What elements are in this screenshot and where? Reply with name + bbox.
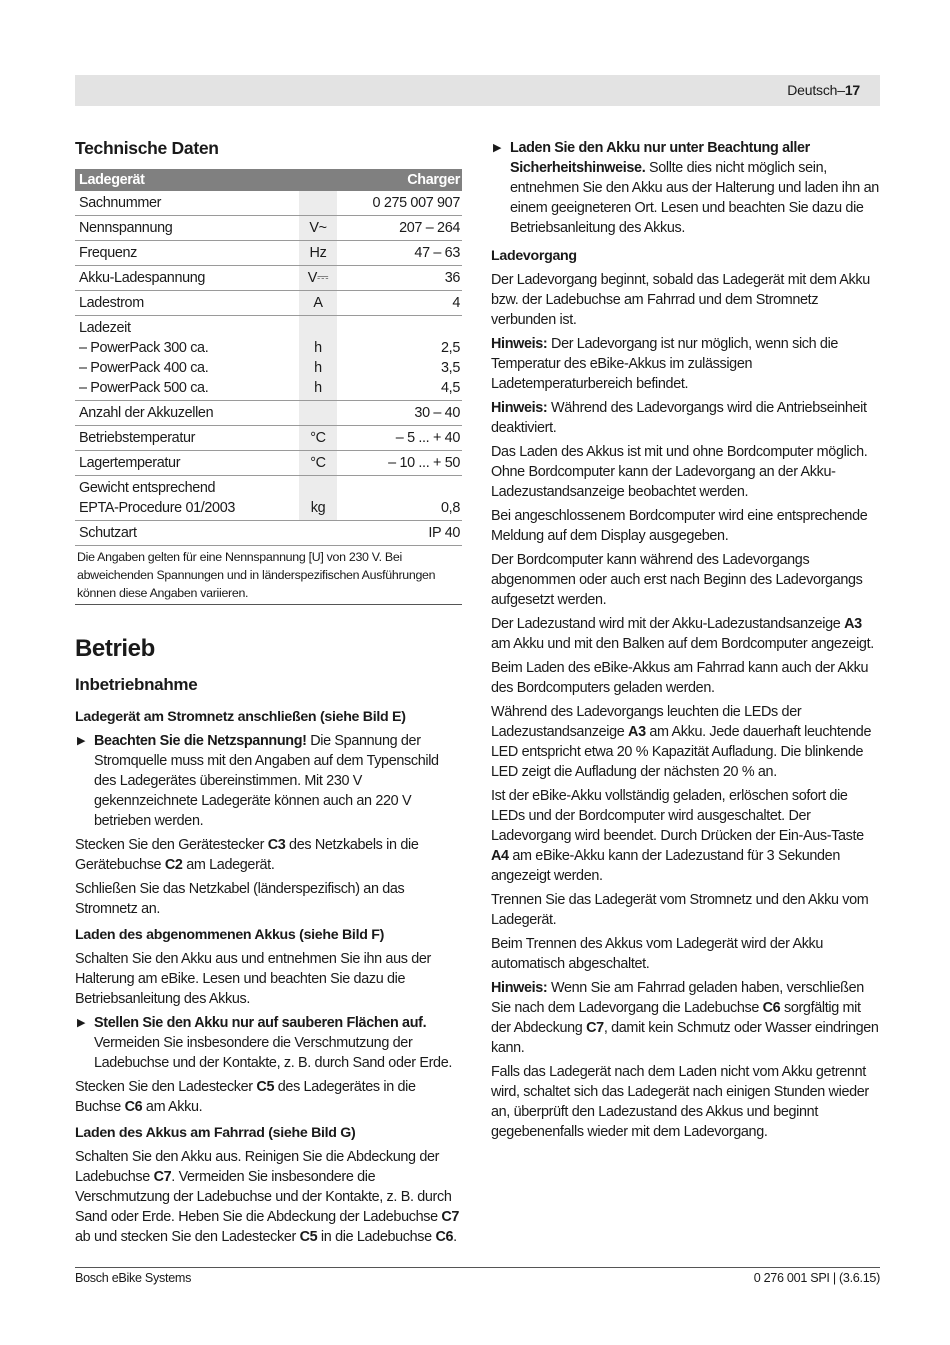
tech-data-heading: Technische Daten — [75, 138, 219, 158]
text: Wenn Sie am Fahrrad geladen haben, verschließen Sie nach dem Ladevorgang die Ladebuchse — [491, 980, 864, 1016]
table-row-charge-time — [75, 316, 462, 401]
row-label: Anzahl der Akkuzellen — [75, 401, 299, 426]
text: am Akku. Jede dauerhaft leuchtende LED entspricht etwa 20 % Kapazität Aufladung. Die blinkende LED zeigt die Aufladung der nächsten 20 % an. — [491, 724, 872, 780]
weight-label-line1: Gewicht entsprechend — [79, 480, 216, 496]
page-header — [75, 75, 880, 106]
row-unit — [299, 401, 337, 426]
text: in die Ladebuchse — [317, 1229, 436, 1245]
paragraph: Schließen Sie das Netzkabel (länderspezifisch) an das Stromnetz an. — [75, 881, 405, 917]
safety-bullet-charging — [491, 138, 880, 238]
ref-code: A3 — [628, 724, 646, 740]
weight-label-line2: EPTA-Procedure 01/2003 — [79, 500, 236, 516]
note-paragraph — [491, 978, 880, 1058]
charge-time-item-unit: h — [314, 380, 322, 396]
table-row — [75, 291, 462, 316]
charge-time-title: Ladezeit — [79, 320, 131, 336]
charge-time-item-label: – PowerPack 400 ca. — [79, 360, 209, 376]
text: . — [453, 1229, 457, 1245]
paragraph — [491, 786, 880, 886]
paragraph: Beim Trennen des Akkus vom Ladegerät wird der Akku automatisch abgeschaltet. — [491, 936, 824, 972]
weight-labels — [75, 476, 299, 521]
row-label: Frequenz — [75, 241, 299, 266]
row-label: Ladestrom — [75, 291, 299, 316]
row-value: 207 – 264 — [337, 216, 462, 241]
subheading-mains: Ladegerät am Stromnetz anschließen (siehe Bild E) — [75, 709, 406, 725]
row-unit — [299, 191, 337, 216]
charge-time-item-value: 3,5 — [441, 360, 460, 376]
charge-time-item-value: 4,5 — [441, 380, 460, 396]
betrieb-heading: Betrieb — [75, 635, 155, 662]
subheading-removed-battery: Laden des abgenommenen Akkus (siehe Bild F) — [75, 927, 385, 943]
row-unit: °C — [299, 451, 337, 476]
text: am eBike-Akku kann der Ladezustand für 3 Sekunden angezeigt werden. — [491, 848, 840, 884]
charge-time-units — [299, 316, 337, 401]
text: Stecken Sie den Gerätestecker — [75, 837, 268, 853]
ref-code: C7 — [586, 1020, 604, 1036]
row-value: 47 – 63 — [337, 241, 462, 266]
header-page-label — [787, 82, 860, 98]
paragraph: Schalten Sie den Akku aus und entnehmen Sie ihn aus der Halterung am eBike. Lesen und beachten Sie dazu die Betriebsanleitung des Akkus. — [75, 951, 431, 1007]
ref-code: C5 — [256, 1079, 275, 1095]
text: des Ladegerätes in die Buchse — [75, 1079, 416, 1115]
ref-code: C6 — [435, 1229, 454, 1245]
subheading-ladevorgang: Ladevorgang — [491, 248, 577, 264]
row-label: Lagertemperatur — [75, 451, 299, 476]
header-separator: – — [837, 82, 845, 98]
row-value: 0 275 007 907 — [337, 191, 462, 216]
bullet-text: Sollte dies nicht möglich sein, entnehmen Sie den Akku aus der Halterung und laden ihn an einem geeigneteren Ort. Lesen und beachten Sie dazu die Betriebsanleitung des Akkus. — [510, 160, 879, 236]
spec-header-unit — [299, 169, 337, 191]
triangle-bullet-icon: ▶ — [493, 142, 502, 154]
bullet-text: Die Spannung der Stromquelle muss mit den Angaben auf dem Typenschild des Ladegerätes übereinstimmen. Mit 230 V gekennzeichnete Ladegeräte können auch an 220 V betrieben werden. — [94, 733, 439, 829]
header-language: Deutsch — [787, 82, 838, 98]
triangle-bullet-icon: ▶ — [77, 1017, 86, 1029]
safety-bullet-clean-surface — [75, 1013, 462, 1073]
text: ab und stecken Sie den Ladestecker — [75, 1229, 300, 1245]
table-row — [75, 401, 462, 426]
table-row — [75, 521, 462, 546]
table-row — [75, 191, 462, 216]
footer-company: Bosch eBike Systems — [75, 1271, 192, 1285]
safety-bullet-voltage — [75, 731, 462, 831]
right-column — [491, 138, 880, 1146]
text: Schalten Sie den Akku aus. Reinigen Sie die Abdeckung der Ladebuchse — [75, 1149, 440, 1185]
note-paragraph — [491, 398, 880, 438]
text: . Vermeiden Sie insbesondere die Verschmutzung der Ladebuchse und der Kontakte, z. B. durch Sand oder Erde. Heben Sie die Abdeckung der Ladebuchse — [75, 1169, 452, 1225]
ref-code: C6 — [124, 1099, 143, 1115]
paragraph: Trennen Sie das Ladegerät vom Stromnetz und den Akku vom Ladegerät. — [491, 892, 869, 928]
text: am Akku und mit den Balken auf dem Bordcomputer angezeigt. — [491, 636, 874, 652]
table-row — [75, 266, 462, 291]
paragraph: Das Laden des Akkus ist mit und ohne Bordcomputer möglich. Ohne Bordcomputer kann der Ladevorgang an der Akku-Ladezustandsanzeige beobachtet werden. — [491, 444, 868, 500]
text: Ist der eBike-Akku vollständig geladen, erlöschen sofort die LEDs und der Bordcomputer wird ausgeschaltet. Der Ladevorgang wird beendet. Durch Drücken der Ein-Aus-Taste — [491, 788, 864, 844]
table-footnote: Die Angaben gelten für eine Nennspannung [U] von 230 V. Bei abweichenden Spannungen und in länderspezifischen Ausführungen können diese Angaben variieren. — [75, 546, 462, 605]
text: sorgfältig mit der Abdeckung — [491, 1000, 861, 1036]
table-note-row — [75, 546, 462, 605]
ref-code: C7 — [441, 1209, 460, 1225]
row-value: – 10 ... + 50 — [337, 451, 462, 476]
text: Stecken Sie den Ladestecker — [75, 1079, 257, 1095]
ref-code: C7 — [153, 1169, 172, 1185]
note-paragraph — [491, 334, 880, 394]
note-label: Hinweis: — [491, 400, 548, 416]
table-row — [75, 451, 462, 476]
ref-code: C2 — [164, 857, 183, 873]
text: Während des Ladevorgangs leuchten die LEDs der Ladezustandsanzeige — [491, 704, 802, 740]
ref-code: C6 — [762, 1000, 781, 1016]
footer-divider — [75, 1267, 880, 1268]
row-value: – 5 ... + 40 — [337, 426, 462, 451]
bullet-bold: Beachten Sie die Netzspannung! — [94, 733, 307, 749]
text: am Ladegerät. — [182, 857, 275, 873]
left-column — [75, 138, 462, 1251]
row-value: 30 – 40 — [337, 401, 462, 426]
row-unit: °C — [299, 426, 337, 451]
paragraph — [75, 1147, 462, 1247]
table-row — [75, 216, 462, 241]
weight-unit: kg — [299, 476, 337, 521]
spec-table — [75, 169, 462, 605]
ref-code: A3 — [844, 616, 862, 632]
ref-code: C5 — [299, 1229, 318, 1245]
text: Der Ladezustand wird mit der Akku-Ladezustandsanzeige — [491, 616, 845, 632]
row-label: Akku-Ladespannung — [75, 266, 299, 291]
note-label: Hinweis: — [491, 980, 548, 996]
row-label: Nennspannung — [75, 216, 299, 241]
charge-time-item-value: 2,5 — [441, 340, 460, 356]
spec-header-label: Ladegerät — [75, 169, 299, 191]
weight-value: 0,8 — [337, 476, 462, 521]
charge-time-item-label: – PowerPack 500 ca. — [79, 380, 209, 396]
ref-code: A4 — [491, 848, 509, 864]
header-page-number: 17 — [844, 82, 860, 98]
paragraph — [75, 1077, 462, 1117]
paragraph: Falls das Ladegerät nach dem Laden nicht vom Akku getrennt wird, schaltet sich das Ladegerät nach einigen Stunden wieder an, überprüft den Ladezustand des Akkus und beginnt gegebenenfalls wieder mit dem Ladevorgang. — [491, 1064, 869, 1140]
paragraph — [75, 835, 462, 875]
paragraph: Der Ladevorgang beginnt, sobald das Ladegerät mit dem Akku bzw. der Ladebuchse am Fahrrad und dem Stromnetz verbunden ist. — [491, 272, 870, 328]
text: am Akku. — [142, 1099, 203, 1115]
text: Der Ladevorgang ist nur möglich, wenn sich die Temperatur des eBike-Akkus im zulässigen Ladetemperaturbereich befindet. — [491, 336, 839, 392]
text: Während des Ladevorgangs wird die Antriebseinheit deaktiviert. — [491, 400, 867, 436]
row-label: Betriebstemperatur — [75, 426, 299, 451]
row-value: 4 — [337, 291, 462, 316]
paragraph: Bei angeschlossenem Bordcomputer wird eine entsprechende Meldung auf dem Display ausgegeben. — [491, 508, 868, 544]
bullet-bold: Laden Sie den Akku nur unter Beachtung aller Sicherheitshinweise. — [510, 140, 810, 176]
paragraph: Der Bordcomputer kann während des Ladevorgangs abgenommen oder auch erst nach Beginn des Ladevorgangs aufgesetzt werden. — [491, 552, 863, 608]
charge-time-values — [337, 316, 462, 401]
row-unit — [299, 521, 337, 546]
paragraph — [491, 702, 880, 782]
bullet-bold: Stellen Sie den Akku nur auf sauberen Flächen auf. — [94, 1015, 427, 1031]
subheading-battery-on-bike: Laden des Akkus am Fahrrad (siehe Bild G) — [75, 1125, 356, 1141]
text: des Netzkabels in die Gerätebuchse — [75, 837, 419, 873]
row-unit: A — [299, 291, 337, 316]
charge-time-item-unit: h — [314, 360, 322, 376]
row-label: Schutzart — [75, 521, 299, 546]
row-unit: V⎓ — [299, 266, 337, 291]
row-unit: Hz — [299, 241, 337, 266]
text: , damit kein Schmutz oder Wasser eindringen kann. — [491, 1020, 879, 1056]
row-value: 36 — [337, 266, 462, 291]
triangle-bullet-icon: ▶ — [77, 735, 86, 747]
paragraph — [491, 614, 880, 654]
table-row-weight — [75, 476, 462, 521]
ref-code: C3 — [267, 837, 286, 853]
row-value: IP 40 — [337, 521, 462, 546]
bullet-text: Vermeiden Sie insbesondere die Verschmutzung der Ladebuchse und der Kontakte, z. B. durch Sand oder Erde. — [94, 1035, 453, 1071]
row-unit: V~ — [299, 216, 337, 241]
row-label: Sachnummer — [75, 191, 299, 216]
spec-table-header — [75, 169, 462, 191]
charge-time-item-unit: h — [314, 340, 322, 356]
charge-time-labels — [75, 316, 299, 401]
spec-header-value: Charger — [337, 169, 462, 191]
paragraph: Beim Laden des eBike-Akkus am Fahrrad kann auch der Akku des Bordcomputers geladen werden. — [491, 660, 869, 696]
table-row — [75, 241, 462, 266]
table-row — [75, 426, 462, 451]
inbetriebnahme-heading: Inbetriebnahme — [75, 675, 198, 694]
charge-time-item-label: – PowerPack 300 ca. — [79, 340, 209, 356]
footer-doc-number: 0 276 001 SPI | (3.6.15) — [753, 1271, 880, 1285]
note-label: Hinweis: — [491, 336, 548, 352]
